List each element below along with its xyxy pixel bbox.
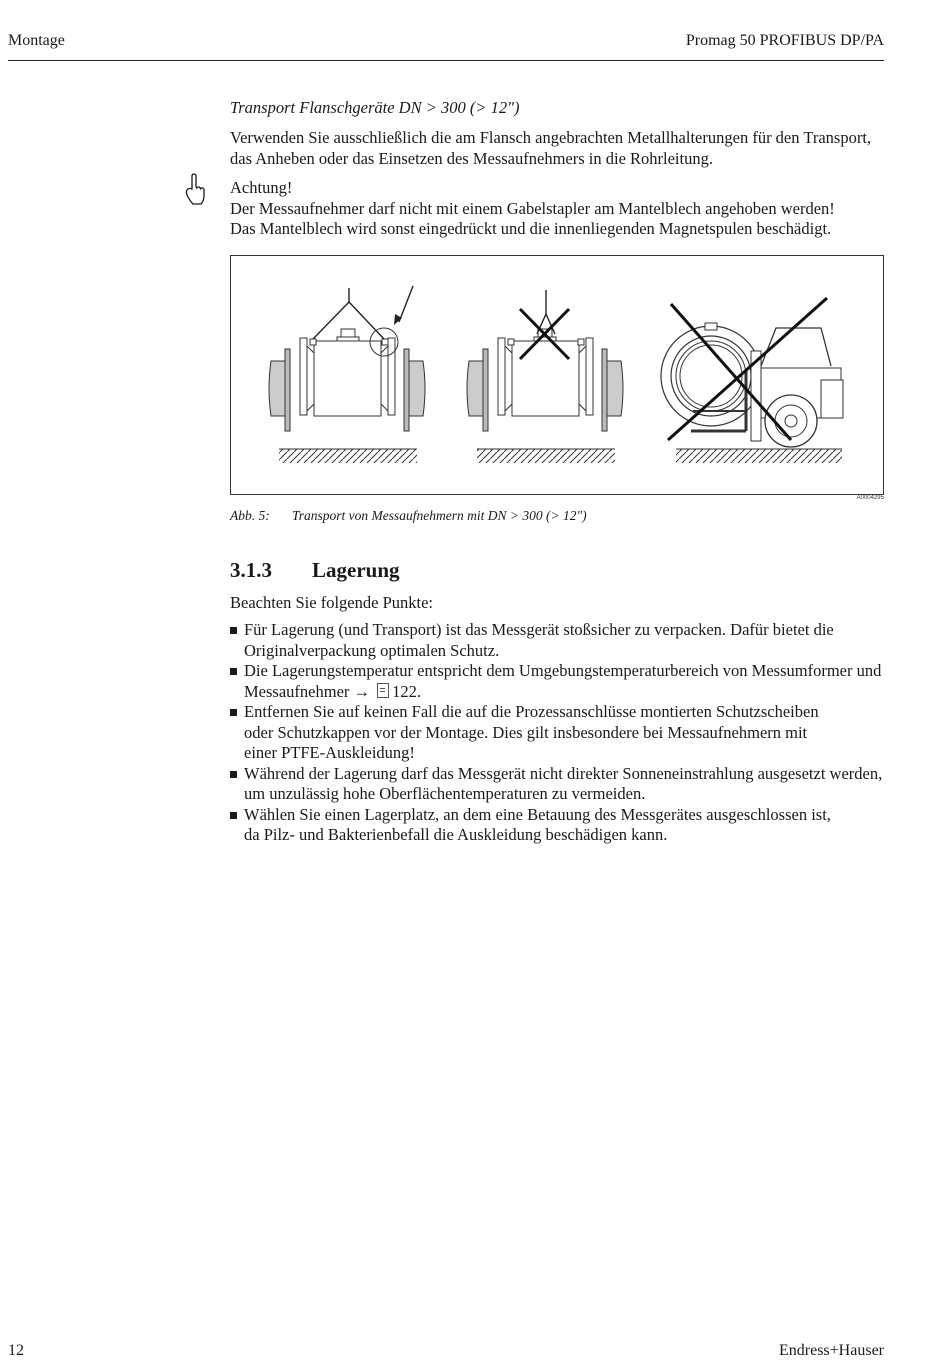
list-item (230, 702, 890, 764)
bullet-line: Wählen Sie einen Lagerplatz, an dem eine Betauung des Messgerätes ausgeschlossen ist, (244, 804, 831, 824)
bullet-square-icon (230, 771, 237, 778)
storage-bullet-list (230, 620, 890, 846)
warning-block (230, 178, 890, 240)
header-section-title: Montage (8, 32, 65, 49)
header-rule (8, 60, 884, 61)
brand-name: Endress+Hauser (779, 1342, 884, 1359)
bullet-line: oder Schutzkappen vor der Montage. Dies gilt insbesondere bei Messaufnehmern mit (244, 722, 808, 742)
caption-label: Abb. 5: (230, 508, 270, 523)
paragraph-line: Verwenden Sie ausschließlich die am Flansch angebrachten Metallhalterungen für den Transport, (230, 128, 872, 147)
bullet-square-icon (230, 709, 237, 716)
bullet-square-icon (230, 668, 237, 675)
incorrect-forklift-illustration (661, 298, 843, 463)
bullet-square-icon (230, 812, 237, 819)
bullet-square-icon (230, 627, 237, 634)
list-item (230, 764, 890, 805)
bullet-line: einer PTFE-Auskleidung! (244, 743, 415, 762)
list-item (230, 805, 890, 846)
section-number: 3.1.3 (230, 558, 272, 582)
transport-figure (230, 255, 884, 495)
bullet-line: Originalverpackung optimalen Schutz. (244, 640, 500, 660)
list-item (230, 661, 890, 702)
bullet-line: Die Lagerungstemperatur entspricht dem Umgebungstemperaturbereich von Messumformer und (244, 661, 882, 680)
section-title: Lagerung (312, 558, 400, 582)
warning-line: Das Mantelblech wird sonst eingedrückt und die innenliegenden Magnetspulen beschädigt. (230, 219, 832, 238)
bullet-line: da Pilz- und Bakterienbefall die Auskleidung beschädigen kann. (244, 825, 668, 844)
figure-code: A0004295 (856, 495, 884, 501)
caption-text: Transport von Messaufnehmern mit DN > 300 (> 12") (292, 508, 587, 523)
warning-line: Der Messaufnehmer darf nicht mit einem Gabelstapler am Mantelblech angehoben werden! (230, 198, 835, 218)
paragraph-line: das Anheben oder das Einsetzen des Messaufnehmers in die Rohrleitung. (230, 148, 713, 168)
transport-paragraph (230, 128, 890, 169)
incorrect-lifting-illustration (467, 290, 623, 463)
section-heading (230, 558, 400, 583)
page-reference-link[interactable]: 122. (392, 681, 422, 701)
transport-subheading: Transport Flanschgeräte DN > 300 (> 12") (230, 98, 520, 117)
header-product-title: Promag 50 PROFIBUS DP/PA (685, 32, 884, 49)
page-reference-icon (377, 683, 389, 698)
list-item (230, 620, 890, 661)
figure-caption (230, 508, 587, 524)
bullet-line: Während der Lagerung darf das Messgerät nicht direkter Sonneneinstrahlung ausgesetzt werden, (244, 763, 883, 783)
storage-intro: Beachten Sie folgende Punkte: (230, 593, 433, 612)
pointing-hand-icon (183, 172, 207, 208)
bullet-line: um unzulässig hohe Oberflächentemperaturen zu vermeiden. (244, 784, 646, 803)
correct-lifting-illustration (269, 286, 425, 463)
bullet-line: Für Lagerung (und Transport) ist das Messgerät stoßsicher zu verpacken. Dafür bietet die (244, 620, 834, 639)
bullet-line: Entfernen Sie auf keinen Fall die auf die Prozessanschlüsse montierten Schutzscheiben (244, 702, 819, 721)
page-number: 12 (8, 1342, 24, 1359)
bullet-line: Messaufnehmer → (244, 681, 371, 701)
bullet-line-with-ref (244, 682, 890, 703)
warning-title: Achtung! (230, 178, 293, 197)
